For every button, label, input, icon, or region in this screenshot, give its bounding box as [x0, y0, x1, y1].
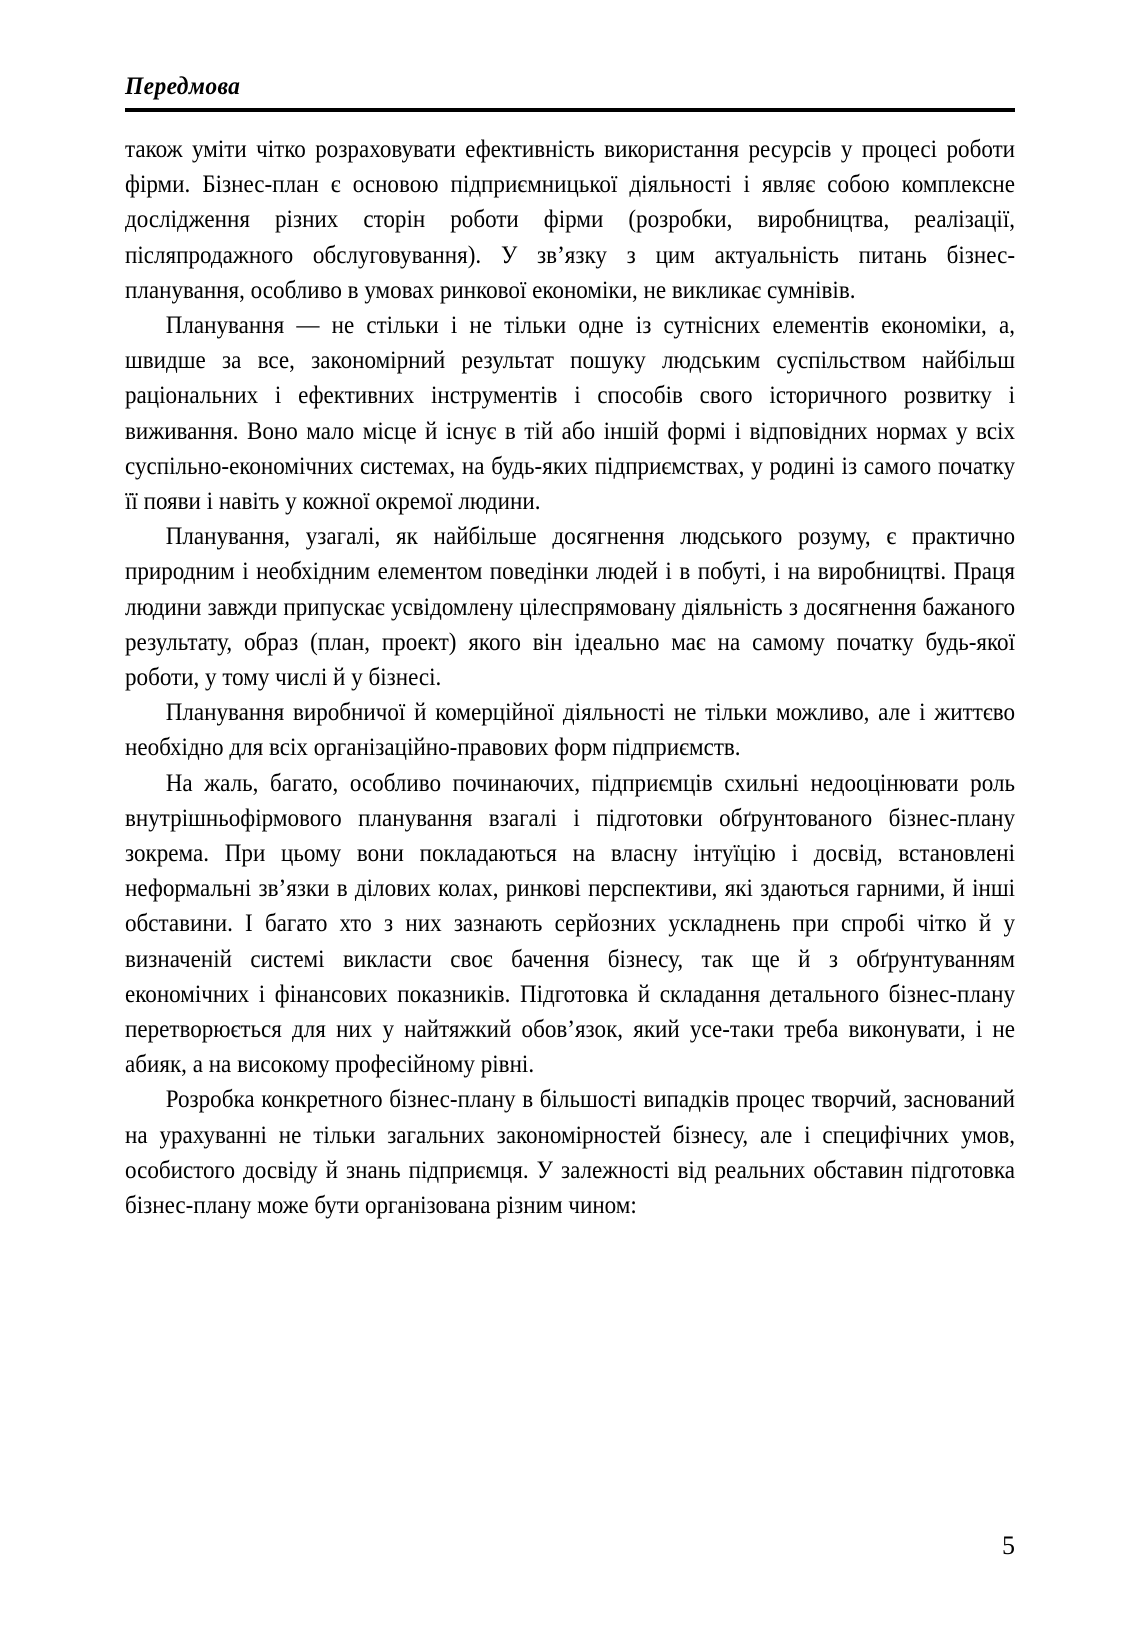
paragraph: Планування, узагалі, як найбільше досягнення людського розуму, є практично природним і необхідним елементом поведінки людей і в побуті, і на виробництві. Праця людини завжди припускає усвідомлену цілеспрямовану діяльність з досягнення бажаного результату, образ (план, проект) якого він ідеально має на самому початку будь-якої роботи, у тому числі й у бізнесі.: [125, 521, 1016, 692]
paragraph: На жаль, багато, особливо починаючих, підприємців схильні недооцінювати роль внутрішньофірмового планування взагалі і підготовки обґрунтованого бізнес-плану зокрема. При цьому вони покладаються на власну інтуїцію і досвід, встановлені неформальні зв’язки в ділових колах, ринкові перспективи, які здаються гарними, й інші обставини. І багато хто з них зазнають серйозних ускладнень при спробі чітко й у визначеній системі викласти своє бачення бізнесу, так ще й з обґрунтуванням економічних і фінансових показників. Підготовка й складання детального бізнес-плану перетворюється для них у найтяжкий обов’язок, який усе-таки треба виконувати, і не абияк, а на високому професійному рівні.: [125, 767, 1016, 1079]
body-text-column: [125, 131, 1015, 1222]
header-divider-rule: [125, 108, 1015, 112]
running-header-title: Передмова: [125, 73, 241, 100]
running-header: [125, 74, 1015, 99]
paragraph: також уміти чітко розраховувати ефективність використання ресурсів у процесі роботи фірми. Бізнес-план є основою підприємницької діяльності і являє собою комплексне дослідження різних сторін роботи фірми (розробки, виробництва, реалізації, післяпродажного обслуговування). У зв’язку з цим актуальність питань бізнес-планування, особливо в умовах ринкової економіки, не викликає сумнівів.: [125, 134, 1016, 304]
paragraph: Планування виробничої й комерційної діяльності не тільки можливо, але і життєво необхідно для всіх організаційно-правових форм підприємств.: [125, 697, 1016, 762]
paragraph: Планування — не стільки і не тільки одне із сутнісних елементів економіки, а, швидше за все, закономірний результат пошуку людським суспільством найбільш раціональних і ефективних інструментів і способів свого історичного розвитку і виживання. Воно мало місце й існує в тій або іншій формі і відповідних нормах у всіх суспільно-економічних системах, на будь-яких підприємствах, у родині із самого початку її появи і навіть у кожної окремої людини.: [125, 310, 1016, 516]
page-number: 5: [1002, 1531, 1015, 1560]
paragraph: Розробка конкретного бізнес-плану в більшості випадків процес творчий, заснований на урахуванні не тільки загальних закономірностей бізнесу, але і специфічних умов, особистого досвіду й знань підприємця. У залежності від реальних обставин підготовка бізнес-плану може бути організована різним чином:: [125, 1084, 1016, 1220]
